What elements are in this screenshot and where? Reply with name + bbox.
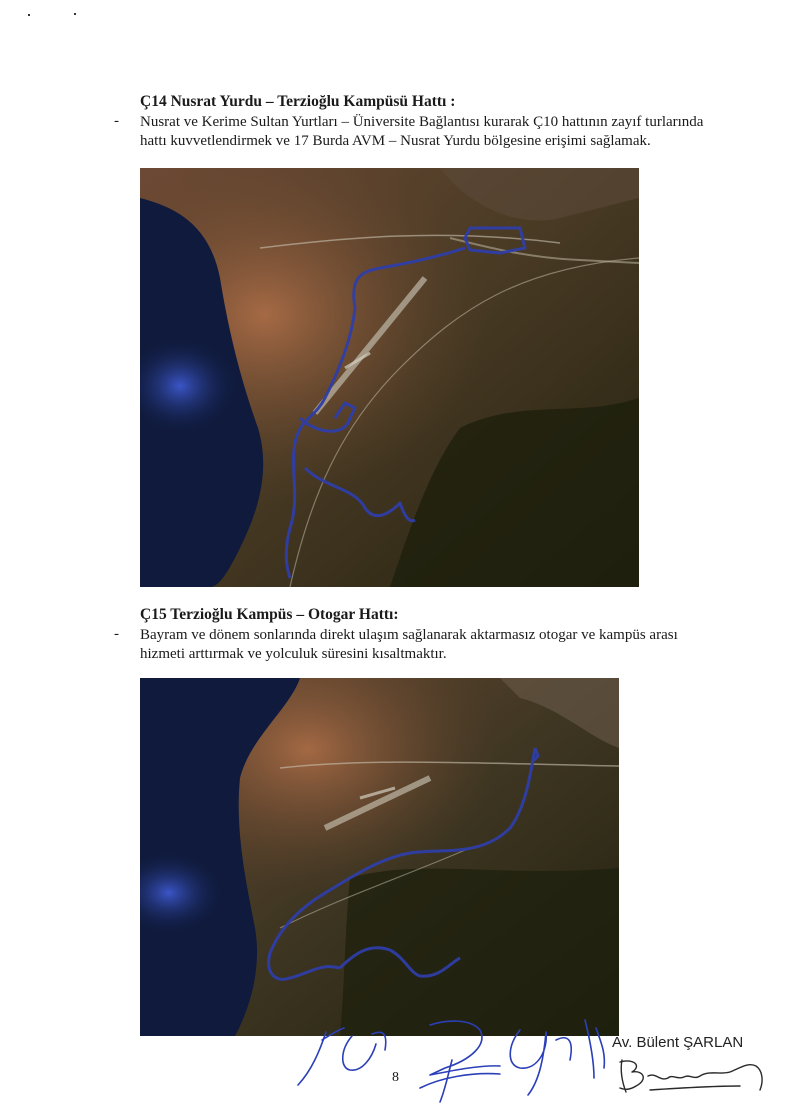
route-map-c14 (140, 168, 639, 587)
route-map-c15 (140, 678, 619, 1036)
page-number: 8 (392, 1070, 399, 1085)
section-heading-c15: Ç15 Terzioğlu Kampüs – Otogar Hattı: (140, 606, 399, 623)
scan-speck (28, 14, 30, 16)
section-text-c15: Bayram ve dönem sonlarında direkt ulaşım sağlanarak aktarmasız otogar ve kampüs arası hizmeti arttırmak ve yolculuk süresini kısaltmaktır. (140, 627, 678, 662)
bullet-marker: - (114, 113, 119, 129)
scan-speck (74, 13, 76, 15)
section-text-c14: Nusrat ve Kerime Sultan Yurtları – Üniversite Bağlantısı kurarak Ç10 hattının zayıf turlarında hattı kuvvetlendirmek ve 17 Burda AVM – Nusrat Yurdu bölgesine erişimi sağlamak. (140, 114, 704, 149)
section-heading-c14: Ç14 Nusrat Yurdu – Terzioğlu Kampüsü Hattı : (140, 93, 456, 110)
bullet-marker: - (114, 626, 119, 642)
signatory-name: Av. Bülent ŞARLAN (612, 1034, 744, 1051)
